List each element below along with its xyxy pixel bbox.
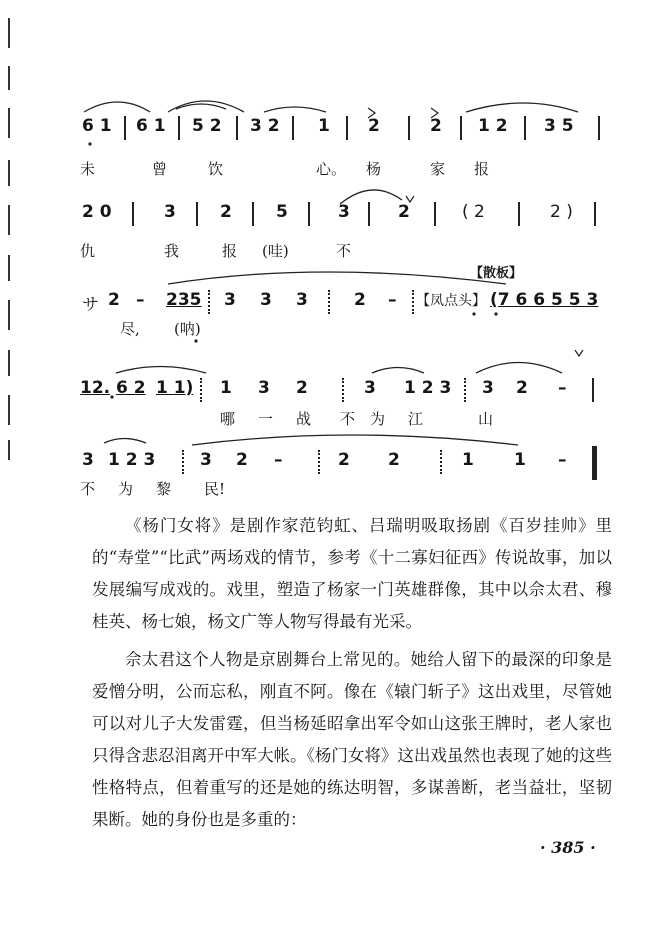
bar-line	[346, 116, 348, 140]
lyric: 家	[430, 160, 446, 178]
note: 2	[516, 378, 528, 398]
lyric: 曾	[152, 160, 168, 178]
paragraph: 《杨门女将》是剧作家范钧虹、吕瑞明吸取扬剧《百岁挂帅》里的“寿堂”“比武”两场戏的情节，参考《十二寡妇征西》传说故事，加以发展编写成戏的。戏里，塑造了杨家一门英雄群像，其中以佘太君、穆桂英、杨七娘，杨文广等人物写得最有光采。	[92, 516, 612, 631]
dotted-bar-line	[208, 290, 210, 314]
lyric: (哇)	[262, 242, 289, 260]
paragraph: 佘太君这个人物是京剧舞台上常见的。她给人留下的最深的印象是爱憎分明，公而忘私，刚直不阿。像在《辕门斩子》这出戏里，尽管她可以对儿子大发雷霆，但当杨延昭拿出军令如山这张王牌时，老人家也只得含悲忍泪离开中军大帐。《杨门女将》这出戏虽然也表现了她的这些性格特点，但着重写的还是她的练达明智，多谋善断，老当益壮，坚韧果断。她的身份也是多重的：	[92, 650, 612, 829]
binding-mark	[8, 350, 10, 376]
binding-mark	[8, 205, 10, 235]
note: 2	[108, 290, 120, 310]
lyric: (呐)	[174, 320, 201, 338]
note: 3	[338, 202, 350, 222]
bar-line	[196, 202, 198, 226]
lyric: 仇	[80, 242, 96, 260]
bar-line	[368, 202, 370, 226]
note: 3	[200, 450, 212, 470]
lyric: 不	[80, 480, 96, 498]
binding-mark	[8, 108, 10, 138]
lyric: 战	[296, 410, 312, 428]
note: 3	[164, 202, 176, 222]
lyric: 黎	[156, 480, 172, 498]
bar-line	[592, 378, 594, 402]
bar-line	[434, 202, 436, 226]
dotted-bar-line	[412, 290, 414, 314]
note: 1	[514, 450, 526, 470]
note: 1 2 3	[404, 378, 452, 398]
dotted-bar-line	[464, 378, 466, 402]
bar-line	[460, 116, 462, 140]
lyric: 心。	[316, 160, 347, 178]
body-text	[92, 510, 612, 836]
note: 2	[354, 290, 366, 310]
bar-line	[132, 202, 134, 226]
lyric: 尽,	[120, 320, 140, 338]
lyric: 民!	[204, 480, 226, 498]
note: 2	[296, 378, 308, 398]
note: 2 0	[82, 202, 112, 222]
bar-line	[598, 116, 600, 140]
bar-line	[252, 202, 254, 226]
lyric: 山	[478, 410, 494, 428]
tempo-marking: 【散板】	[470, 266, 523, 281]
note: 5 2	[192, 116, 222, 136]
note: –	[274, 450, 283, 470]
percussion-cue: 【凤点头】	[416, 293, 486, 309]
note: –	[388, 290, 397, 310]
lyric: 报	[474, 160, 490, 178]
binding-mark	[8, 300, 10, 330]
bar-line	[178, 116, 180, 140]
note: 1	[462, 450, 474, 470]
lyric: 饮	[208, 160, 224, 178]
note: 12.	[80, 378, 111, 398]
bar-line	[124, 116, 126, 140]
lyric: 不	[336, 242, 352, 260]
binding-mark	[8, 66, 10, 90]
lyric: 我	[164, 242, 180, 260]
note: 2	[398, 202, 410, 222]
note: 3	[364, 378, 376, 398]
note: –	[558, 450, 567, 470]
note: 1 2	[478, 116, 508, 136]
bar-line	[292, 116, 294, 140]
note: 6 1	[136, 116, 166, 136]
dotted-bar-line	[440, 450, 442, 474]
note: サ	[82, 295, 99, 315]
lyric: 未	[80, 160, 96, 178]
lyric: 为	[370, 410, 386, 428]
bar-line	[236, 116, 238, 140]
bar-line	[524, 116, 526, 140]
score-line-2	[78, 196, 606, 236]
note: –	[136, 290, 145, 310]
score-line-4	[78, 372, 606, 412]
note: ( 2	[462, 202, 485, 222]
note: 3	[260, 290, 272, 310]
lyric: 杨	[366, 160, 382, 178]
binding-mark	[8, 18, 10, 48]
note: 2	[236, 450, 248, 470]
note: 3	[224, 290, 236, 310]
note: 3	[82, 450, 94, 470]
lyric: 一	[258, 410, 274, 428]
note: 1	[220, 378, 232, 398]
dotted-bar-line	[342, 378, 344, 402]
note: 2	[368, 116, 380, 136]
lyric: 报	[222, 242, 238, 260]
bar-line	[308, 202, 310, 226]
binding-mark	[8, 255, 10, 281]
note: 3 2	[250, 116, 280, 136]
note: 1 1)	[156, 378, 194, 398]
page-number: · 385 ·	[540, 838, 596, 857]
note: 3	[296, 290, 308, 310]
binding-mark	[8, 160, 10, 186]
note: 6 1	[82, 116, 112, 136]
note: 235	[166, 290, 202, 310]
dotted-bar-line	[182, 450, 184, 474]
note: 2	[338, 450, 350, 470]
note: 2	[220, 202, 232, 222]
note: 1	[318, 116, 330, 136]
dotted-bar-line	[318, 450, 320, 474]
lyric: 江	[408, 410, 424, 428]
bar-line	[518, 202, 520, 226]
note: 3 5	[544, 116, 574, 136]
lyric: 为	[118, 480, 134, 498]
note: 5	[276, 202, 288, 222]
note: 3	[482, 378, 494, 398]
note: 1 2 3	[108, 450, 156, 470]
note: 2	[388, 450, 400, 470]
binding-mark	[8, 440, 10, 460]
note: 6 2	[116, 378, 146, 398]
note: 2 )	[550, 202, 573, 222]
final-bar-line	[592, 446, 597, 480]
lyric: 不	[340, 410, 356, 428]
bar-line	[594, 202, 596, 226]
dotted-bar-line	[328, 290, 330, 314]
note: (7 6 6 5 5 3	[490, 290, 599, 310]
dotted-bar-line	[200, 378, 202, 402]
bar-line	[408, 116, 410, 140]
note: 3	[258, 378, 270, 398]
score-line-3	[78, 284, 606, 324]
lyric: 哪	[220, 410, 236, 428]
note: 2	[430, 116, 442, 136]
score-line-1	[78, 110, 606, 150]
note: –	[558, 378, 567, 398]
binding-mark	[8, 395, 10, 425]
